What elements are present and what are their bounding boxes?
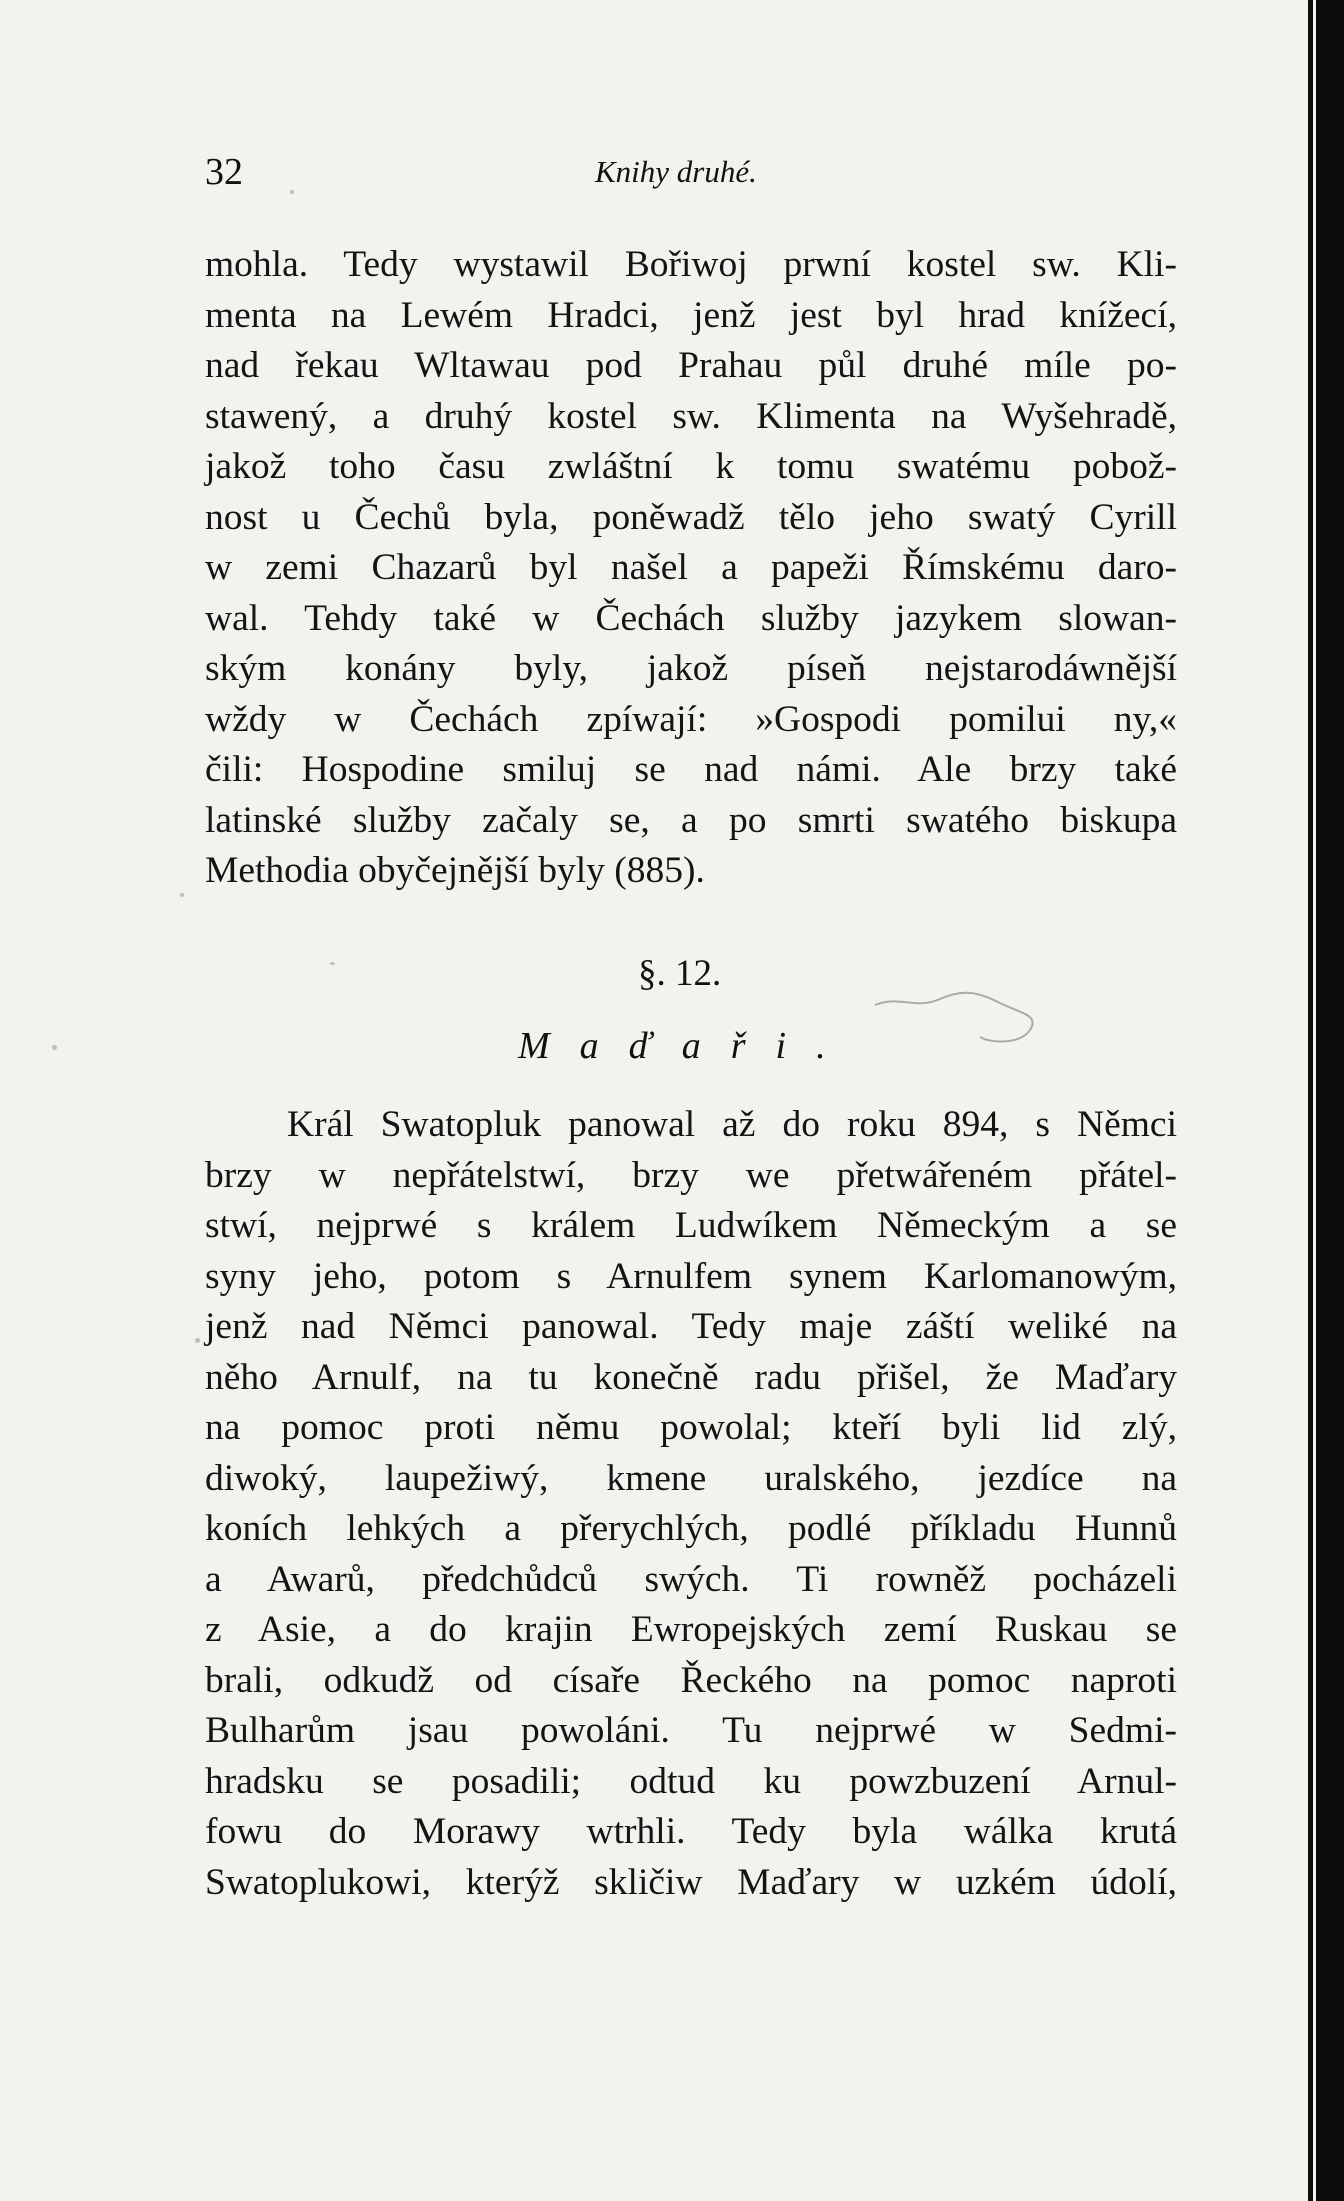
page-number: 32 xyxy=(205,151,243,193)
text-line: w zemi Chazarů byl našel a papeži Římskému daro- xyxy=(205,547,1177,588)
running-head: Knihy druhé. xyxy=(595,154,757,189)
text-line: Methodia obyčejnější byly (885). xyxy=(205,850,705,891)
text-line: nost u Čechů byla, poněwadž tělo jeho swatý Cyrill xyxy=(205,496,1177,538)
page-header xyxy=(205,150,1185,200)
text-line: nad řekau Wltawau pod Prahau půl druhé míle po- xyxy=(205,345,1177,386)
text-line: čili: Hospodine smiluj se nad námi. Ale brzy také xyxy=(205,749,1177,790)
text-line: Král Swatopluk panowal až do roku 894, s Němci xyxy=(287,1104,1177,1145)
text-line: na pomoc proti němu powolal; kteří byli lid zlý, xyxy=(205,1407,1177,1448)
text-line: diwoký, laupežiwý, kmene uralského, jezdíce na xyxy=(205,1457,1177,1499)
text-line: wal. Tehdy také w Čechách služby jazykem slowan- xyxy=(205,597,1177,639)
pencil-scribble-mark xyxy=(870,985,1060,1045)
scan-border xyxy=(1308,0,1344,2201)
text-line: něho Arnulf, na tu konečně radu přišel, že Maďary xyxy=(205,1356,1177,1398)
text-line: stwí, nejprwé s králem Ludwíkem Německým a se xyxy=(205,1205,1177,1246)
paper-speck xyxy=(330,962,335,965)
text-line: wždy w Čechách zpíwají: »Gospodi pomilui ny,« xyxy=(205,698,1177,740)
text-line: brali, odkudž od císaře Řeckého na pomoc naproti xyxy=(205,1659,1177,1701)
section-title: Maďaři. xyxy=(518,1025,856,1067)
text-line: latinské služby začaly se, a po smrti swatého biskupa xyxy=(205,799,1177,841)
text-line: ským konány byly, jakož píseň nejstarodáwnější xyxy=(205,648,1177,689)
text-line: brzy w nepřátelstwí, brzy we přetwářeném přátel- xyxy=(205,1154,1177,1196)
text-line: a Awarů, předchůdců swých. Ti rowněž pocházeli xyxy=(205,1558,1177,1600)
text-line: hradsku se posadili; odtud ku powzbuzení Arnul- xyxy=(205,1760,1177,1802)
text-line: mohla. Tedy wystawil Bořiwoj prwní kostel sw. Kli- xyxy=(205,244,1177,285)
text-line: Swatoplukowi, kterýž skličiw Maďary w uzkém údolí, xyxy=(205,1861,1177,1903)
text-line: fowu do Morawy wtrhli. Tedy byla wálka krutá xyxy=(205,1811,1177,1852)
text-line: syny jeho, potom s Arnulfem synem Karlomanowým, xyxy=(205,1255,1177,1297)
scan-border-line xyxy=(1313,0,1316,2201)
text-line: stawený, a druhý kostel sw. Klimenta na Wyšehradě, xyxy=(205,395,1177,437)
section-number: §. 12. xyxy=(638,953,722,994)
paper-speck xyxy=(180,893,184,897)
paragraph-1 xyxy=(205,240,1177,897)
text-line: menta na Lewém Hradci, jenž jest byl hrad knížecí, xyxy=(205,294,1177,336)
paper-speck xyxy=(52,1045,57,1050)
paper-speck xyxy=(290,190,294,194)
text-line: z Asie, a do krajin Ewropejských zemí Ruskau se xyxy=(205,1609,1177,1650)
text-line: Bulharům jsau powoláni. Tu nejprwé w Sedmi- xyxy=(205,1710,1177,1751)
paper-speck xyxy=(195,1338,200,1343)
paragraph-2 xyxy=(205,1100,1177,1908)
text-line: koních lehkých a přerychlých, podlé příkladu Hunnů xyxy=(205,1508,1177,1549)
text-line: jakož toho času zwláštní k tomu swatému pobož- xyxy=(205,446,1177,487)
text-line: jenž nad Němci panowal. Tedy maje záští weliké na xyxy=(205,1306,1177,1347)
